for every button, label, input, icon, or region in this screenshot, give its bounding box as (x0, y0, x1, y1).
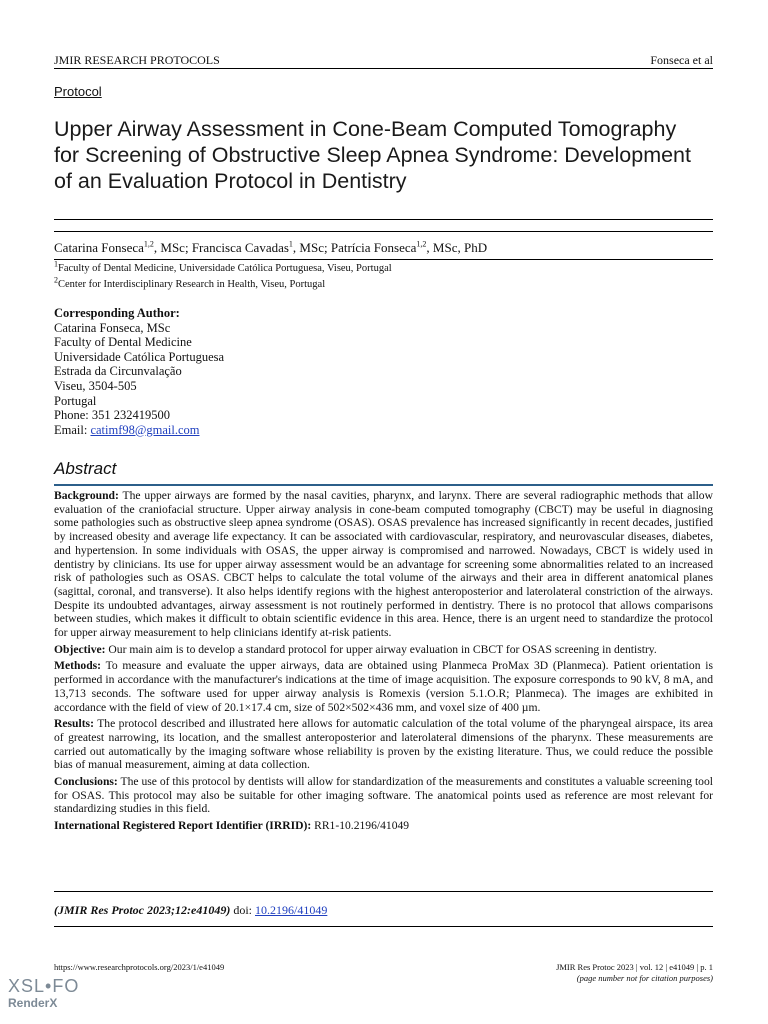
watermark-line1: XSL•FO (8, 976, 80, 996)
section-label: Objective: (54, 642, 106, 656)
title-line: for Screening of Obstructive Sleep Apnea Syndrome: Development (54, 143, 691, 167)
section-text: Our main aim is to develop a standard protocol for upper airway evaluation in CBCT for OSAS screening in dentistry. (108, 642, 657, 656)
corresponding-line: Faculty of Dental Medicine (54, 335, 192, 350)
email-label: Email: (54, 422, 91, 437)
corresponding-line: Phone: 351 232419500 (54, 408, 170, 423)
email-line (54, 423, 224, 438)
section-text: To measure and evaluate the upper airways, data are obtained using Planmeca ProMax 3D (Planmeca). Patient orientation is performed in accordance with the manufacturer's indications at the time of image acquisition. The exposure corresponds to 90 kV, 8 mA, and 13,713 seconds. The software used for upper airway analysis is Romexis (version 5.1.O.R; Planmeca). The images are exhibited in accordance with the field of view of 20.1×17.4 cm, size of 502×502×436 mm, and voxel size of 400 µm. (54, 659, 713, 714)
affiliation-text: Center for Interdisciplinary Research in Health, Viseu, Portugal (58, 279, 326, 290)
author-name: Patrícia Fonseca (330, 240, 417, 255)
author-degree: , MSc; (153, 240, 192, 255)
corresponding-line: Viseu, 3504-505 (54, 378, 137, 393)
section-label: Methods: (54, 659, 102, 673)
running-header (54, 50, 713, 69)
section-text: The protocol described and illustrated here allows for automatic calculation of the total volume of the pharyngeal airspace, its area of greatest narrowing, its location, and the smallest anteroposterior and laterolateral dimensions of the pharynx. These measurements are carried out automatically by the imaging software whose reliability is proven by the existing literature. Thus, we could reduce the possible bias of manual measurement, aiming at data collection. (54, 717, 713, 772)
abstract-rule (54, 484, 713, 486)
citation-rule-bottom (54, 926, 713, 927)
abstract-body (54, 489, 713, 836)
page-note: (page number not for citation purposes) (576, 973, 713, 983)
abstract-section (54, 819, 713, 833)
section-text: RR1-10.2196/41049 (314, 819, 410, 833)
author-affiliation-ref: 1 (288, 239, 293, 249)
affiliation-text: Faculty of Dental Medicine, Universidade Católica Portuguesa, Viseu, Portugal (58, 263, 392, 274)
author-degree: , MSc, PhD (426, 240, 488, 255)
title-rule-top (54, 219, 713, 220)
corresponding-line: Estrada da Circunvalação (54, 364, 182, 379)
corresponding-author (54, 306, 224, 437)
doi-link[interactable]: 10.2196/41049 (255, 903, 328, 917)
author-list (54, 240, 487, 256)
title-line: Upper Airway Assessment in Cone-Beam Computed Tomography (54, 117, 677, 141)
abstract-section (54, 775, 713, 816)
affiliation (54, 259, 392, 274)
title-rule-bottom (54, 231, 713, 232)
corresponding-line: Universidade Católica Portuguesa (54, 349, 225, 364)
abstract-section (54, 659, 713, 714)
section-text: The use of this protocol by dentists will allow for standardization of the measurements and constitutes a valuable screening tool for OSAS. This protocol may also be suitable for other imaging software. The anatomical points used as reference are most relevant for standardizing studies in this field. (54, 775, 713, 816)
citation-rule-top (54, 891, 713, 892)
affiliation-number: 2 (54, 275, 58, 285)
article-type: Protocol (54, 84, 102, 99)
doi-label: doi: (233, 903, 252, 917)
email-link[interactable]: catimf98@gmail.com (90, 422, 200, 437)
page-info: JMIR Res Protoc 2023 | vol. 12 | e41049 | p. 1 (556, 962, 713, 972)
footer-page-info (556, 962, 713, 984)
title-line: of an Evaluation Protocol in Dentistry (54, 169, 407, 193)
abstract-heading: Abstract (54, 459, 117, 478)
abstract-section (54, 643, 713, 657)
affiliation (54, 275, 326, 290)
author-name: Catarina Fonseca (54, 240, 144, 255)
journal-name: JMIR RESEARCH PROTOCOLS (54, 53, 220, 67)
citation-ref: (JMIR Res Protoc 2023;12:e41049) (54, 903, 231, 917)
corresponding-line: Catarina Fonseca, MSc (54, 320, 171, 335)
section-label: Conclusions: (54, 775, 118, 789)
author-affiliation-ref: 1,2 (416, 239, 427, 249)
corresponding-heading: Corresponding Author: (54, 306, 180, 320)
citation (54, 903, 327, 918)
watermark-line2: RenderX (8, 996, 58, 1010)
section-label: Results: (54, 717, 94, 731)
authors-rule (54, 259, 713, 260)
author-degree: , MSc; (292, 240, 331, 255)
renderx-watermark (8, 976, 79, 1010)
footer-url: https://www.researchprotocols.org/2023/1/e41049 (54, 962, 225, 972)
section-text: The upper airways are formed by the nasal cavities, pharynx, and larynx. There are several radiographic methods that allow evaluation of the craniofacial structure. Upper airway analysis in cone-beam computed tomography (CBCT) may be useful in diagnosing some pathologies such as obstructive sleep apnea syndrome (OSAS). OSAS prevalence has increased significantly in recent decades, justified by increased obesity and average life expectancy. It can be associated with cardiovascular, respiratory, and neurovascular diseases, diabetes, and hypertension. In some individuals with OSAS, the upper airway is compromised and narrowed. Nowadays, CBCT is widely used in dentistry by clinicians. Its use for upper airway assessment would be an advantage for screening some abnormalities related to an increased risk of pathologies such as OSAS. CBCT helps to calculate the total volume of the airways and their area in different anatomical planes (sagittal, coronal, and transverse). It also helps identify regions with the highest anteroposterior and laterolateral constriction of the airways. Despite its undoubted advantages, airway assessment is not routinely performed in dentistry. There is no protocol that allows comparisons between studies, which makes it difficult to obtain scientific evidence in this area. Hence, there is an urgent need to standardize the protocol for upper airway measurement to help clinicians identify at-risk patients. (54, 489, 713, 640)
author-affiliation-ref: 1,2 (143, 239, 154, 249)
abstract-section (54, 717, 713, 772)
authors-short: Fonseca et al (650, 53, 713, 67)
section-label: International Registered Report Identifier (IRRID): (54, 819, 312, 833)
article-title (54, 116, 724, 194)
corresponding-line: Portugal (54, 393, 97, 408)
affiliation-number: 1 (54, 259, 58, 269)
author-name: Francisca Cavadas (191, 240, 289, 255)
section-label: Background: (54, 489, 119, 502)
abstract-section (54, 489, 713, 640)
